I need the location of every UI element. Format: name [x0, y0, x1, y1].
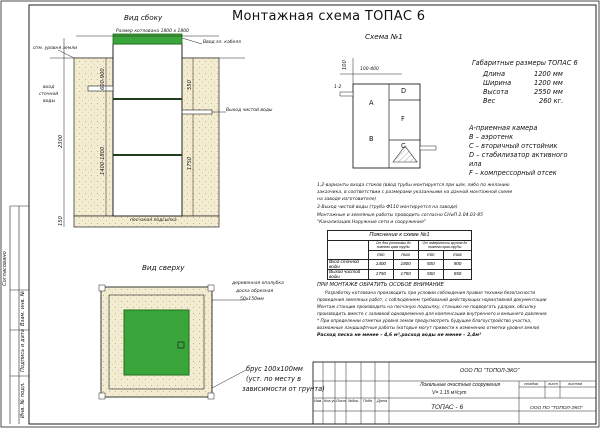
- chamber-f: F: [401, 115, 405, 123]
- table-sub: min: [418, 251, 443, 260]
- legend-item-f: F – компрессорный отсек: [469, 169, 557, 177]
- chamber-b: B: [369, 135, 374, 143]
- specs-heading: Габаритные размеры ТОПАС 6: [472, 59, 578, 67]
- tb-org-2: ООО ПО "ТОПОЛ-ЭКО": [530, 406, 583, 411]
- tb-sheet-head: лист: [548, 381, 558, 386]
- table-corner: [328, 241, 369, 260]
- note-line-5: Монтажные и земляные работы проводить согласно СНиП 2.04.03-85: [317, 213, 483, 218]
- note-line-1: 1,2-варианты входа стоков (ввод трубы монтируется при ш/м, либо по желанию: [317, 183, 510, 188]
- legend-item-d: D – стабилизатор активного: [469, 151, 568, 159]
- spec-length-value: 1200 мм: [534, 70, 563, 78]
- tb-head-doc: №док.: [348, 399, 360, 403]
- sewage-inlet-label-3: воды: [43, 99, 56, 104]
- table-head-b: От поверхности грунта до нижнего края трубы: [418, 241, 471, 251]
- attention-heading: ПРИ МОНТАЖЕ ОБРАТИТЬ ОСОБОЕ ВНИМАНИЕ: [317, 282, 444, 288]
- table-cell: 1750: [393, 270, 418, 280]
- attention-line-7: Расход песка не менее – 4,6 м³,расход воды не менее – 2,4м³: [317, 333, 481, 338]
- scheme-dim-100: 100: [342, 60, 348, 70]
- table-sub: max: [444, 251, 472, 260]
- spec-height-value: 2550 мм: [534, 88, 563, 96]
- tb-head-list: Лист: [336, 399, 346, 403]
- table-cell: 900: [444, 260, 472, 270]
- note-line-2: заказчика, в соответствии с размерами указанными на данной монтажной схеме: [317, 190, 513, 195]
- explanation-table: [327, 230, 472, 280]
- attention-line-1: Разработку котлована производить при условии соблюдения правил техники безопасности: [325, 291, 536, 296]
- stamp-agreed: Согласовано: [2, 251, 8, 286]
- attention-line-6: возможные ландшафтные работы (которые могут привести к изменению отметки уровня земли): [317, 326, 540, 331]
- wood-label-1: деревянная опалубка: [232, 281, 284, 286]
- sewage-inlet-label-1: вход: [43, 85, 55, 90]
- sewage-inlet-label-2: сточной: [39, 92, 59, 97]
- table-sub: max: [393, 251, 418, 260]
- dim-150: 150: [58, 216, 64, 226]
- attention-line-3: Монтаж станции производить на песчаную подсыпку, станцию не подвергать ударам, обсыпку: [317, 305, 537, 310]
- tb-object-1: Локальные очистные сооружения: [420, 382, 501, 388]
- dim-1750: 1750: [187, 156, 193, 170]
- tb-org: ООО ПО "ТОПОЛ-ЭКО": [460, 368, 520, 374]
- scheme-dim-100-400: 100-400: [360, 67, 379, 72]
- dim-1400-1800: 1400-1800: [100, 146, 106, 175]
- beam-label-2: (уст. по месту в: [246, 375, 301, 383]
- sand-bed-label: песчаная подсыпка: [130, 218, 177, 223]
- table-cell: 550: [418, 270, 443, 280]
- beam-label-3: зависимости от грунта): [242, 385, 325, 393]
- table-row-label: Выход чистой воды: [328, 270, 369, 280]
- spec-weight-value: 260 кг.: [539, 97, 564, 105]
- attention-line-5: * При определении отметки уровня земли предусмотреть будущее благоустройство участка,: [317, 319, 532, 324]
- attention-line-4: производить вместе с заливкой одновременно для компенсации внутреннего и внешнего давления.: [317, 312, 548, 317]
- stamp-sign-date: Подпись и дата: [20, 329, 26, 372]
- dim-2300: 2300: [58, 134, 64, 148]
- note-line-6: "Канализация.Наружные сети и сооружения": [317, 220, 426, 225]
- wood-label-3: 50х150мм: [240, 297, 264, 302]
- tb-head-date: Дата: [377, 399, 388, 403]
- page-title: Монтажная схема ТОПАС 6: [232, 9, 426, 24]
- pit-size-label: Размер котлована 1800 х 1800: [116, 29, 190, 34]
- attention-line-2: проведения земляных работ, с соблюдением требований действующих нормативной документации: [317, 298, 547, 303]
- table-cell: 550: [444, 270, 472, 280]
- chamber-d: D: [401, 87, 407, 95]
- side-view: [50, 34, 245, 227]
- legend-item-d2: ила: [469, 160, 482, 168]
- dim-550: 550: [187, 80, 193, 90]
- table-cell: 500: [418, 260, 443, 270]
- spec-length-label: Длина: [483, 70, 506, 78]
- scheme-dim-1-2: 1-2: [334, 85, 342, 90]
- tb-head-kol: Кол.уч: [324, 399, 336, 403]
- dim-600-900: 600-900: [100, 68, 106, 90]
- scheme-1: [340, 58, 436, 168]
- stamp-replace-inv: Взам. инв. №: [20, 290, 26, 326]
- scheme-heading: Схема №1: [365, 32, 403, 41]
- chamber-c: C: [401, 142, 406, 150]
- beam-label-1: брус 100х100мм: [246, 365, 303, 373]
- table-head-a: От дна установки до нижнего края трубы: [369, 241, 419, 251]
- chamber-a: A: [369, 99, 374, 107]
- note-line-3: на заводе изготовителе): [317, 197, 377, 202]
- tb-object-2: V= 1.15 м³/сут: [432, 390, 467, 396]
- tb-stage-head: стадия: [524, 381, 539, 386]
- tb-sheets-head: листов: [568, 381, 583, 386]
- legend-item-c: С – вторичный отстойник: [469, 142, 558, 150]
- spec-width-value: 1200 мм: [534, 79, 563, 87]
- tb-head-sign: Подп.: [363, 399, 374, 403]
- cable-inlet-label: Ввод эл. кабеля: [203, 40, 241, 45]
- wood-label-2: доска обрезная: [236, 289, 274, 294]
- top-view-heading: Вид сверху: [142, 263, 185, 272]
- table-caption: Пояснение к схеме №1: [328, 231, 472, 241]
- table-row: [328, 270, 472, 280]
- table-row-label: Вход сточной воды: [328, 260, 369, 270]
- stamp-inv-orig: Инв. № подл.: [20, 382, 26, 418]
- spec-height-label: Высота: [483, 88, 509, 96]
- spec-weight-label: Вес: [483, 97, 496, 105]
- ground-mark-label: отм. уровня земли: [33, 46, 77, 51]
- tb-head-izm: Изм.: [314, 399, 323, 403]
- legend-item-b: В – аэротенк: [469, 133, 514, 141]
- table-cell: 1400: [369, 260, 394, 270]
- clean-outlet-label: Выход чистой воды: [226, 108, 273, 113]
- side-view-heading: Вид сбоку: [124, 13, 163, 22]
- table-sub: min: [369, 251, 394, 260]
- legend-item-a: А-приемная камера: [469, 124, 538, 132]
- tb-name: ТОПАС - 6: [431, 404, 464, 411]
- spec-width-label: Ширина: [483, 79, 512, 87]
- top-view: [99, 285, 246, 399]
- table-cell: 1800: [393, 260, 418, 270]
- note-line-4: 3-Выход чистой воды (труба Ф110 монтируется на заводе): [317, 205, 458, 210]
- table-cell: 1750: [369, 270, 394, 280]
